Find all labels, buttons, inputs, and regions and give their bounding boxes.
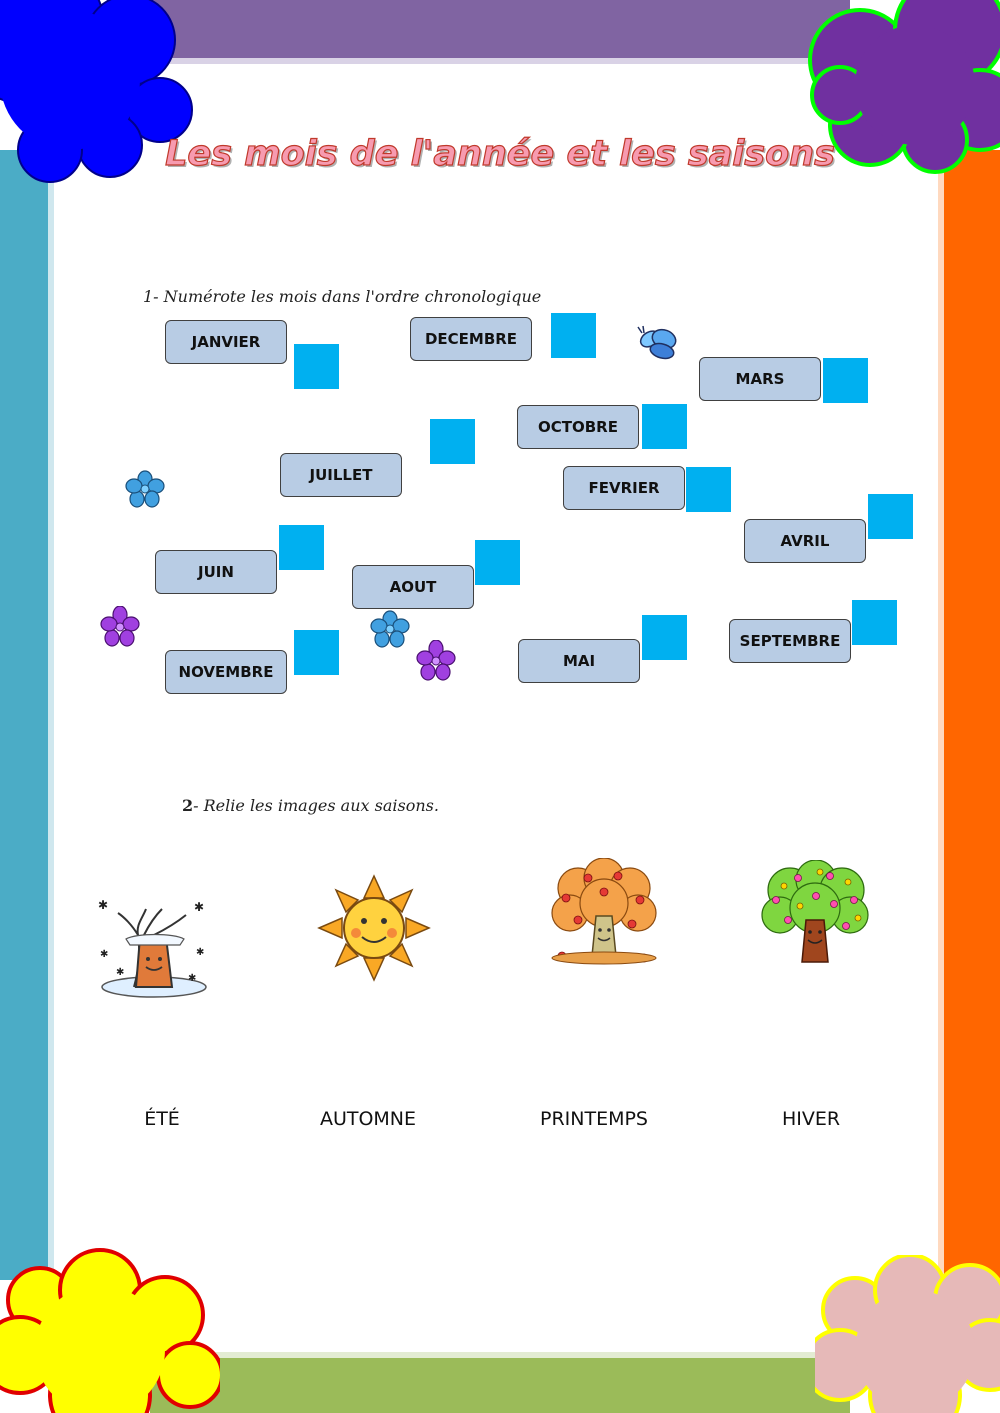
exercise2-number: 2 [182,796,194,815]
number-box-avril[interactable] [868,494,913,539]
month-card-fevrier[interactable]: FEVRIER [563,466,685,510]
month-card-avril[interactable]: AVRIL [744,519,866,563]
month-card-novembre[interactable]: NOVEMBRE [165,650,287,694]
svg-text:✱: ✱ [188,973,197,984]
number-box-janvier[interactable] [294,344,339,389]
cloud-bottom-left [0,1245,220,1413]
season-label-hiver[interactable]: HIVER [781,1108,841,1130]
frame-top-line [150,58,850,64]
month-card-aout[interactable]: AOUT [352,565,474,609]
number-box-juillet[interactable] [430,419,475,464]
svg-text:✱: ✱ [116,967,125,978]
number-box-aout[interactable] [475,540,520,585]
frame-left-band [0,150,48,1280]
flower-icon-purple [416,640,456,682]
page-title: Les mois de l'année et les saisons [165,134,835,174]
month-card-mai[interactable]: MAI [518,639,640,683]
butterfly-icon [634,325,682,363]
frame-bottom-line [150,1352,850,1358]
number-box-mai[interactable] [642,615,687,660]
frame-right-band [944,150,1000,1280]
season-label-printemps[interactable]: PRINTEMPS [540,1108,648,1130]
sun-icon[interactable] [314,873,434,983]
month-card-mars[interactable]: MARS [699,357,821,401]
number-box-octobre[interactable] [642,404,687,449]
month-card-octobre[interactable]: OCTOBRE [517,405,639,449]
flower-icon-blue [124,470,166,508]
month-card-juin[interactable]: JUIN [155,550,277,594]
month-card-juillet[interactable]: JUILLET [280,453,402,497]
autumn-tree-icon[interactable] [548,858,660,968]
frame-bottom-band [150,1358,850,1413]
winter-tree-icon[interactable] [96,895,216,1000]
svg-text:✱: ✱ [98,898,109,912]
svg-text:✱: ✱ [196,947,205,958]
exercise2-instruction [182,796,439,815]
frame-left-line [48,150,54,1280]
month-card-decembre[interactable]: DECEMBRE [410,317,532,361]
exercise1-instruction: 1- Numérote les mois dans l'ordre chronologique [143,287,542,306]
frame-top-band [150,0,850,58]
svg-text:✱: ✱ [194,900,205,914]
season-label-ete[interactable]: ÉTÉ [144,1108,180,1130]
number-box-decembre[interactable] [551,313,596,358]
number-box-fevrier[interactable] [686,467,731,512]
frame-right-line [938,150,944,1280]
number-box-novembre[interactable] [294,630,339,675]
flower-icon-purple [100,606,140,648]
number-box-septembre[interactable] [852,600,897,645]
number-box-mars[interactable] [823,358,868,403]
spring-tree-icon[interactable] [760,860,870,965]
month-card-janvier[interactable]: JANVIER [165,320,287,364]
month-card-septembre[interactable]: SEPTEMBRE [729,619,851,663]
season-label-automne[interactable]: AUTOMNE [319,1108,417,1130]
svg-text:✱: ✱ [100,949,109,960]
exercise2-text: - Relie les images aux saisons. [193,796,439,815]
number-box-juin[interactable] [279,525,324,570]
flower-icon-blue [369,610,411,648]
cloud-bottom-right [815,1255,1000,1413]
